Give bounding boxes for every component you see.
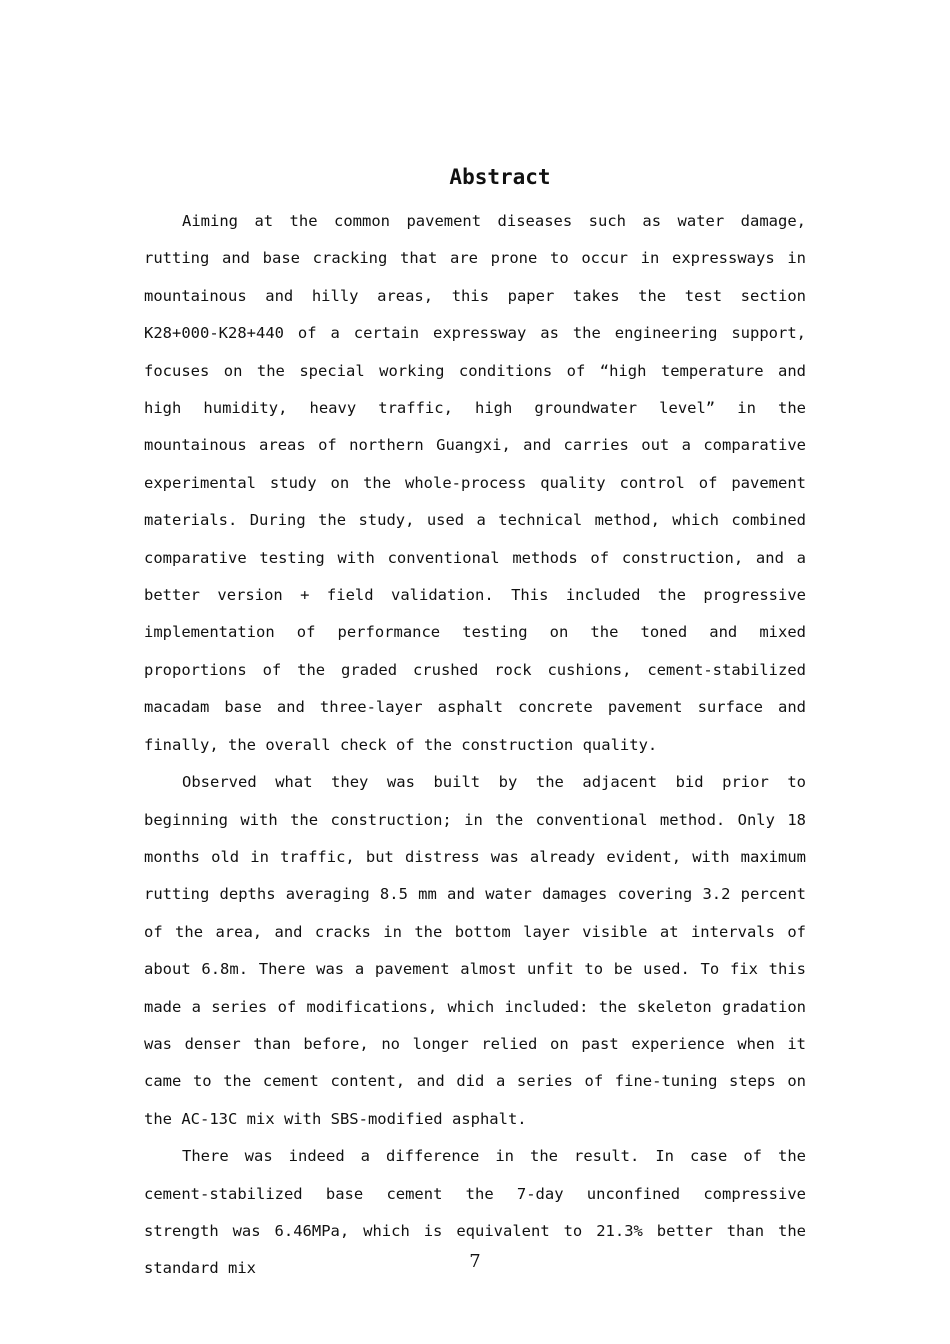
page-number: 7 xyxy=(469,1251,481,1272)
abstract-title: Abstract xyxy=(449,165,551,189)
paragraph-3: There was indeed a difference in the result. In case of the cement-stabilized base cement the 7-day unconfined compressive strength was 6.46MPa, which is equivalent to 21.3% better than the standard mix xyxy=(144,1147,806,1278)
paragraph-1: Aiming at the common pavement diseases such as water damage, rutting and base cracking that are prone to occur in expressways in mountainous and hilly areas, this paper takes the test section K28+000-K28+440 of a certain expressway as the engineering support, focuses on the special working conditions of “high temperature and high humidity, heavy traffic, high groundwater level” in the mountainous areas of northern Guangxi, and carries out a comparative experimental study on the whole-process quality control of pavement materials. During the study, used a technical method, which combined comparative testing with conventional methods of construction, and a better version + field validation. This included the progressive implementation of performance testing on the toned and mixed proportions of the graded crushed rock cushions, cement-stabilized macadam base and three-layer asphalt concrete pavement surface and finally, the overall check of the construction quality. xyxy=(144,212,806,754)
abstract-body xyxy=(144,203,806,1288)
paragraph-2: Observed what they was built by the adjacent bid prior to beginning with the construction; in the conventional method. Only 18 months old in traffic, but distress was already evident, with maximum rutting depths averaging 8.5 mm and water damages covering 3.2 percent of the area, and cracks in the bottom layer visible at intervals of about 6.8m. There was a pavement almost unfit to be used. To fix this made a series of modifications, which included: the skeleton gradation was denser than before, no longer relied on past experience when it came to the cement content, and did a series of fine-tuning steps on the AC-13C mix with SBS-modified asphalt. xyxy=(144,773,806,1128)
